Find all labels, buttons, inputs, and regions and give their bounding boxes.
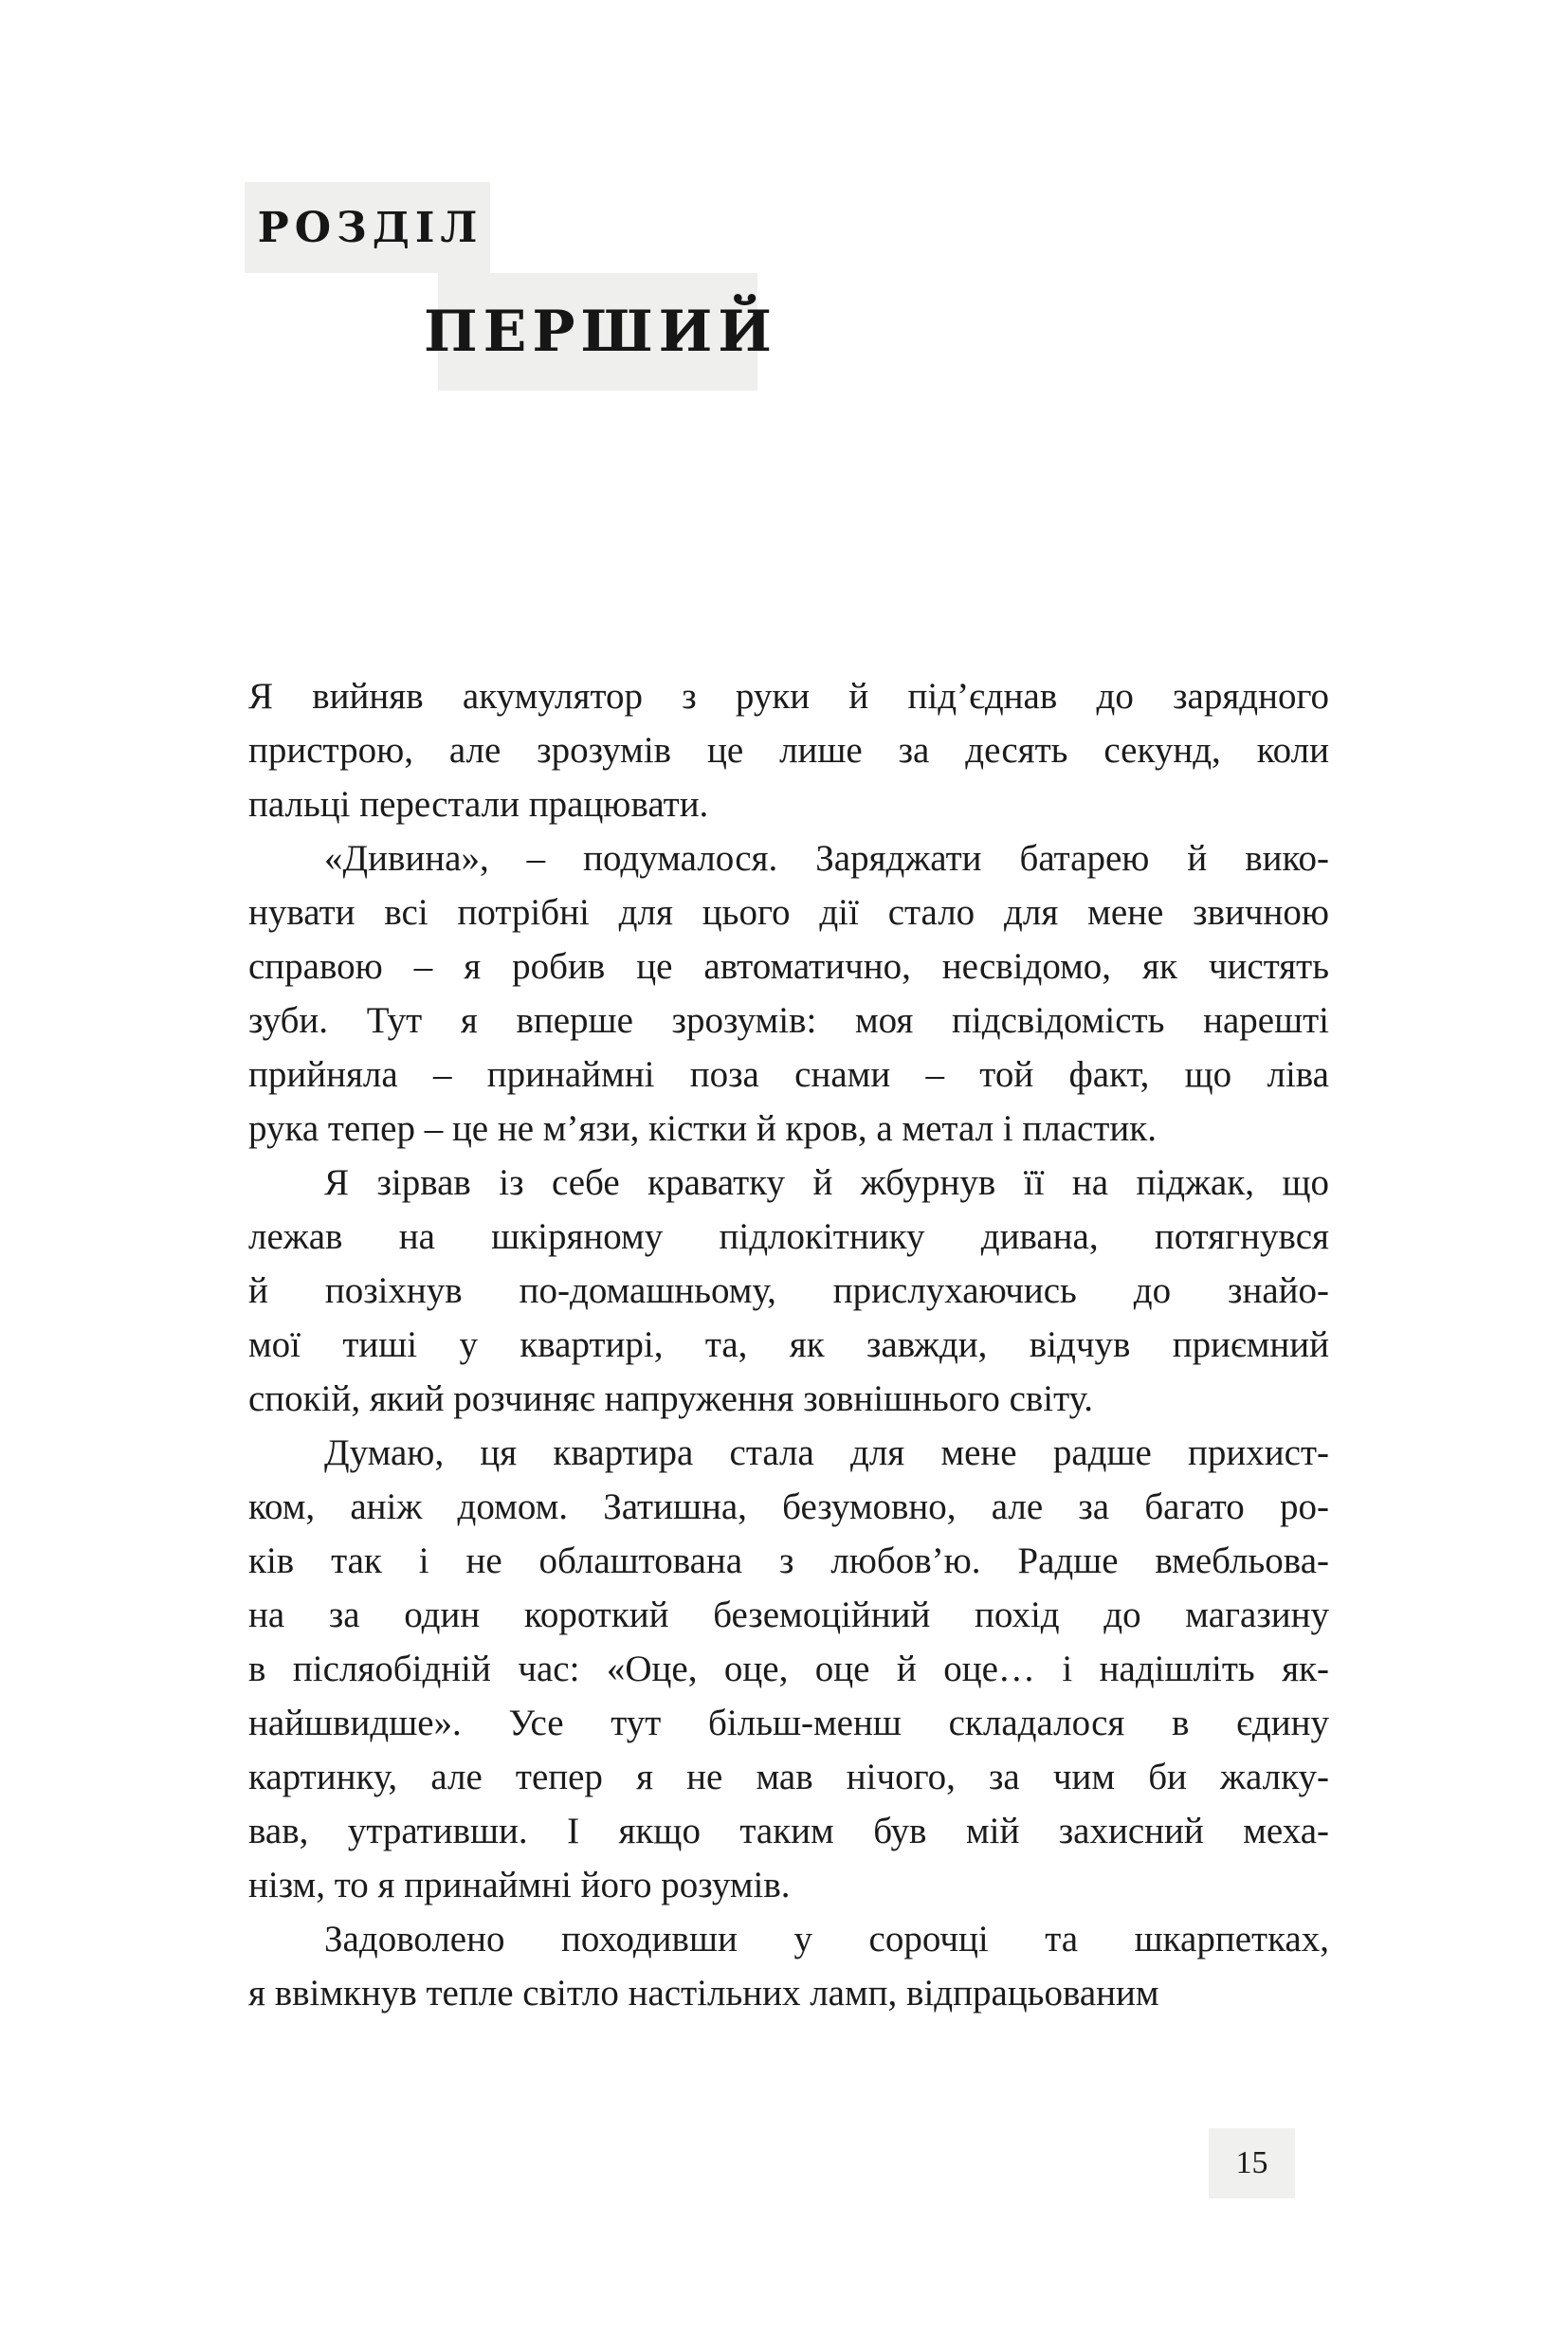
text-line: нувати всі потрібні для цього дії стало для мене звичною: [248, 892, 1329, 933]
text-line: на за один короткий беземоційний похід до магазину: [248, 1595, 1329, 1635]
text-line: прийняла – принаймні поза снами – той факт, що ліва: [248, 1054, 1329, 1095]
text-line: «Дивина», – подумалося. Заряджати батарею й вико-: [324, 838, 1329, 879]
text-line: найшвидше». Усе тут більш-менш складалося в єдину: [248, 1703, 1329, 1743]
text-line: Я вийняв акумулятор з руки й під’єднав до зарядного: [248, 676, 1329, 717]
text-line: справою – я робив це автоматично, несвідомо, як чистять: [248, 946, 1329, 987]
text-line: лежав на шкіряному підлокітнику дивана, потягнувся: [248, 1216, 1329, 1257]
paragraph: [248, 1912, 1329, 2020]
paragraph: [248, 1156, 1329, 1426]
text-line: в післяобідній час: «Оце, оце, оце й оце… і надішліть як-: [248, 1649, 1329, 1689]
text-line: нізм, то я принаймні його розумів.: [248, 1865, 791, 1905]
paragraph: [248, 831, 1329, 1156]
text-line: картинку, але тепер я не мав нічого, за чим би жалку-: [248, 1757, 1329, 1797]
text-line: й позіхнув по-домашньому, прислухаючись до знайо-: [248, 1270, 1329, 1311]
text-line: зуби. Тут я вперше зрозумів: моя підсвідомість нарешті: [248, 1000, 1329, 1041]
text-line: пристрою, але зрозумів це лише за десять секунд, коли: [248, 730, 1329, 771]
text-line: ком, аніж домом. Затишна, безумовно, але за багато ро-: [248, 1486, 1329, 1527]
chapter-number-highlight: [424, 273, 777, 391]
text-line: пальці перестали працювати.: [248, 784, 709, 825]
page-number: 15: [1235, 2145, 1268, 2180]
paragraph: [248, 1426, 1329, 1912]
text-line: я ввімкнув тепле світло настільних ламп, відпрацьованим: [248, 1973, 1159, 2014]
body-text: [248, 669, 1329, 2020]
paragraph: [248, 669, 1329, 831]
text-line: Я зірвав із себе краватку й жбурнув її на піджак, що: [324, 1162, 1329, 1203]
text-line: рука тепер – це не м’язи, кістки й кров, а метал і пластик.: [248, 1108, 1157, 1149]
text-line: мої тиші у квартирі, та, як завжди, відчув приємний: [248, 1324, 1329, 1365]
text-line: Задоволено походивши у сорочці та шкарпетках,: [324, 1919, 1329, 1959]
page-number-box: [1209, 2128, 1295, 2198]
text-line: ків так і не облаштована з любов’ю. Радше вмебльова-: [248, 1540, 1329, 1581]
text-line: Думаю, ця квартира стала для мене радше прихист-: [324, 1432, 1329, 1473]
text-line: вав, утративши. І якщо таким був мій захисний меха-: [248, 1811, 1329, 1851]
chapter-label: РОЗДІЛ: [257, 203, 483, 252]
text-line: спокій, який розчиняє напруження зовнішнього світу.: [248, 1378, 1094, 1419]
chapter-number: ПЕРШИЙ: [424, 299, 777, 365]
chapter-label-highlight: [245, 182, 490, 273]
